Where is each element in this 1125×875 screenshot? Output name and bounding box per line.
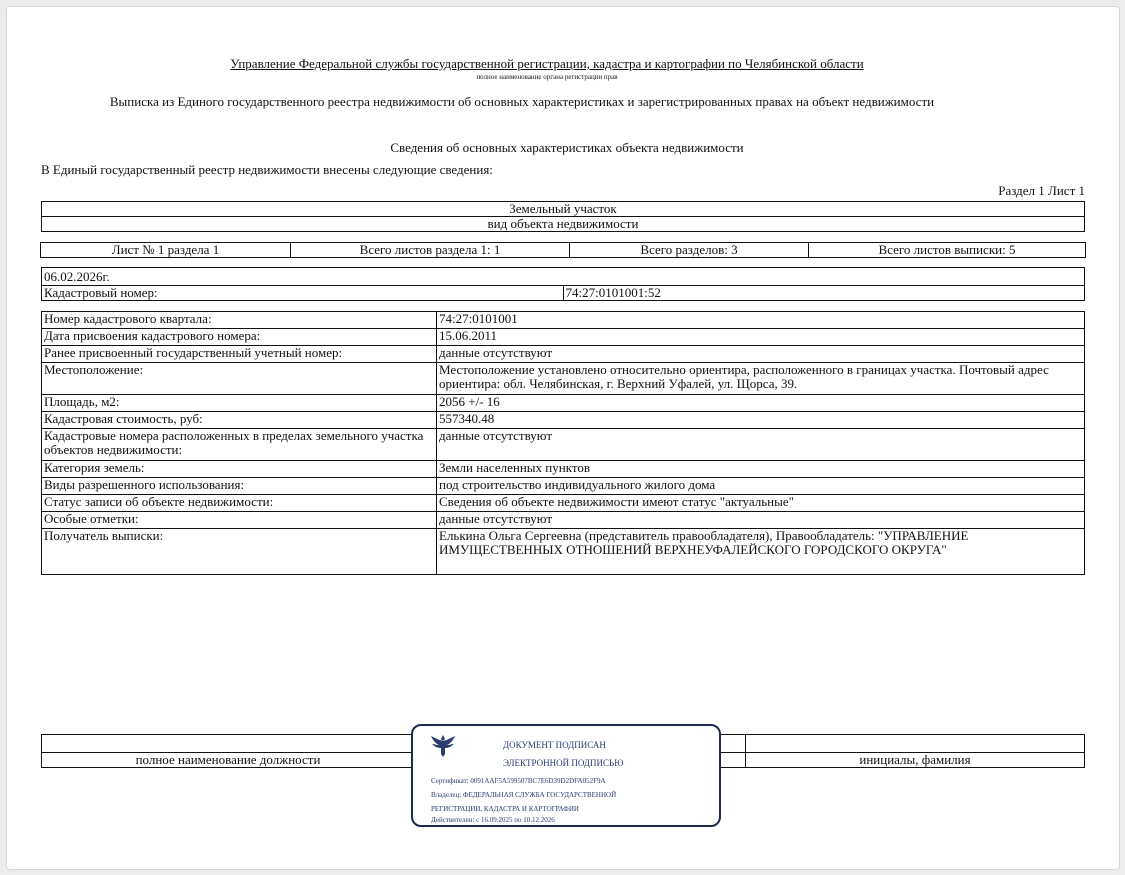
property-row [42, 312, 1085, 329]
object-type-caption: вид объекта недвижимости [42, 217, 1085, 232]
property-label: Получатель выписки: [42, 529, 437, 575]
intro-text: В Единый государственный реестр недвижимости внесены следующие сведения: [41, 162, 493, 177]
property-value: 2056 +/- 16 [437, 395, 1085, 412]
document-page [6, 6, 1120, 870]
sheets-table [40, 242, 1086, 258]
property-value: 15.06.2011 [437, 329, 1085, 346]
property-label: Особые отметки: [42, 512, 437, 529]
property-value: Земли населенных пунктов [437, 461, 1085, 478]
property-label: Кадастровые номера расположенных в пределах земельного участка объектов недвижимости: [42, 429, 437, 461]
initials-caption: инициалы, фамилия [746, 753, 1085, 768]
property-value: 557340.48 [437, 412, 1085, 429]
total-sections: Всего разделов: 3 [570, 243, 809, 258]
position-caption: полное наименование должности [42, 753, 415, 768]
signature-owner-line1: Владелец: ФЕДЕРАЛЬНАЯ СЛУЖБА ГОСУДАРСТВЕННОЙ [431, 791, 617, 799]
property-row [42, 461, 1085, 478]
extract-title: Выписка из Единого государственного реестра недвижимости об основных характеристиках и зарегистрированных правах на объект недвижимости [109, 94, 935, 109]
property-row [42, 363, 1085, 395]
org-name: Управление Федеральной службы государственной регистрации, кадастра и картографии по Челябинской области [230, 56, 864, 71]
signature-subtitle: ЭЛЕКТРОННОЙ ПОДПИСЬЮ [503, 758, 624, 768]
section-heading: Сведения об основных характеристиках объекта недвижимости [390, 140, 744, 155]
total-sheets-section: Всего листов раздела 1: 1 [291, 243, 570, 258]
property-label: Статус записи об объекте недвижимости: [42, 495, 437, 512]
property-value: данные отсутствуют [437, 346, 1085, 363]
initials-cell [746, 735, 1085, 753]
property-row [42, 395, 1085, 412]
property-value: данные отсутствуют [437, 512, 1085, 529]
property-row [42, 412, 1085, 429]
property-row [42, 512, 1085, 529]
signature-validity: Действителен: с 16.09.2025 по 10.12.2026 [431, 816, 555, 824]
cadastral-label: Кадастровый номер: [42, 286, 564, 301]
property-value: Местоположение установлено относительно ориентира, расположенного в границах участка. Почтовый адрес ориентира: обл. Челябинская, г. Верхний Уфалей, ул. Щорса, 39. [437, 363, 1085, 395]
property-label: Категория земель: [42, 461, 437, 478]
date-cadastral-table [41, 267, 1085, 301]
total-sheets-extract: Всего листов выписки: 5 [809, 243, 1086, 258]
electronic-signature-stamp [411, 724, 721, 827]
property-label: Местоположение: [42, 363, 437, 395]
property-label: Кадастровая стоимость, руб: [42, 412, 437, 429]
property-row [42, 429, 1085, 461]
properties-table [41, 311, 1085, 575]
signature-owner-line2: РЕГИСТРАЦИИ, КАДАСТРА И КАРТОГРАФИИ [431, 805, 579, 813]
property-row [42, 329, 1085, 346]
property-value: Сведения об объекте недвижимости имеют статус "актуальные" [437, 495, 1085, 512]
section-ref: Раздел 1 Лист 1 [998, 183, 1085, 198]
property-label: Площадь, м2: [42, 395, 437, 412]
property-label: Дата присвоения кадастрового номера: [42, 329, 437, 346]
signature-certificate: Сертификат: 0091AAF5A599507BC7E6D39D2DFA052F9A [431, 777, 606, 785]
sheet-number: Лист № 1 раздела 1 [41, 243, 291, 258]
extract-date: 06.02.2026г. [42, 268, 1085, 286]
property-value: данные отсутствуют [437, 429, 1085, 461]
object-type-table [41, 201, 1085, 232]
signature-title: ДОКУМЕНТ ПОДПИСАН [503, 740, 606, 750]
property-label: Виды разрешенного использования: [42, 478, 437, 495]
property-row [42, 495, 1085, 512]
position-cell [42, 735, 415, 753]
cadastral-value: 74:27:0101001:52 [563, 286, 1085, 301]
property-value: Елькина Ольга Сергеевна (представитель правообладателя), Правообладатель: "УПРАВЛЕНИЕ ИМУЩЕСТВЕННЫХ ОТНОШЕНИЙ ВЕРХНЕУФАЛЕЙСКОГО ГОРОДСКОГО ОКРУГА" [437, 529, 1085, 575]
property-value: 74:27:0101001 [437, 312, 1085, 329]
property-value: под строительство индивидуального жилого дома [437, 478, 1085, 495]
org-caption: полное наименование органа регистрации прав [476, 73, 618, 81]
property-row [42, 478, 1085, 495]
property-row [42, 529, 1085, 575]
property-label: Ранее присвоенный государственный учетный номер: [42, 346, 437, 363]
property-row [42, 346, 1085, 363]
eagle-emblem-icon [429, 732, 457, 760]
object-type: Земельный участок [42, 202, 1085, 217]
property-label: Номер кадастрового квартала: [42, 312, 437, 329]
